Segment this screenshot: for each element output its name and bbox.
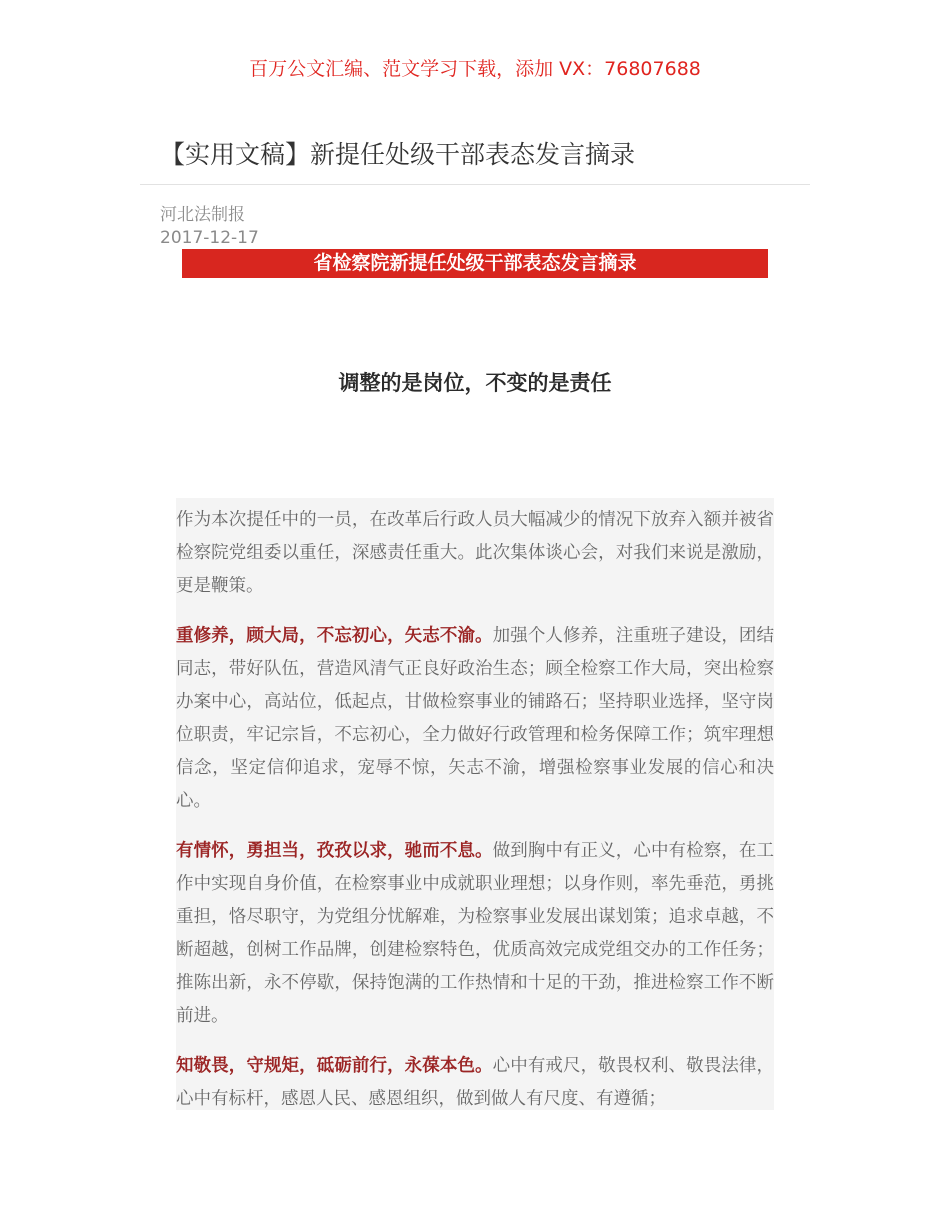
paragraph-text: 作为本次提任中的一员，在改革后行政人员大幅减少的情况下放弃入额并被省检察院党组委以重任，深感责任重大。此次集体谈心会，对我们来说是激励，更是鞭策。 (176, 510, 774, 596)
article-body (176, 498, 774, 1110)
body-paragraph-cultivation (176, 620, 774, 818)
body-paragraph-responsibility (176, 835, 774, 1033)
page-title: 【实用文稿】新提任处级干部表态发言摘录 (160, 140, 636, 169)
title-divider (140, 184, 810, 185)
paragraph-lead: 知敬畏，守规矩，砥砺前行，永葆本色。 (176, 1056, 493, 1076)
article-date: 2017-12-17 (160, 228, 259, 248)
paragraph-lead: 重修养，顾大局，不忘初心，矢志不渝。 (176, 626, 493, 646)
paragraph-text: 加强个人修养，注重班子建设，团结同志，带好队伍，营造风清气正良好政治生态；顾全检察工作大局，突出检察办案中心，高站位，低起点，甘做检察事业的铺路石；坚持职业选择，坚守岗位职责，牢记宗旨，不忘初心，全力做好行政管理和检务保障工作；筑牢理想信念，坚定信仰追求，宠辱不惊，矢志不渝，增强检察事业发展的信心和决心。 (176, 626, 774, 811)
body-paragraph-reverence (176, 1050, 774, 1110)
paragraph-text: 心中有戒尺，敬畏权利、敬畏法律，心中有标杆，感恩人民、感恩组织，做到做人有尺度、有遵循； (176, 1056, 774, 1109)
paragraph-lead: 有情怀，勇担当，孜孜以求，驰而不息。 (176, 841, 493, 861)
section-banner: 省检察院新提任处级干部表态发言摘录 (182, 249, 768, 278)
paragraph-text: 做到胸中有正义，心中有检察，在工作中实现自身价值，在检察事业中成就职业理想；以身作则，率先垂范，勇挑重担，恪尽职守，为党组分忧解难，为检察事业发展出谋划策；追求卓越，不断超越，创树工作品牌，创建检察特色，优质高效完成党组交办的工作任务；推陈出新，永不停歇，保持饱满的工作热情和十足的干劲，推进检察工作不断前进。 (176, 841, 774, 1026)
article-source: 河北法制报 (160, 205, 245, 225)
article-subtitle: 调整的是岗位，不变的是责任 (338, 371, 612, 395)
promo-banner-text: 百万公文汇编、范文学习下载，添加 VX：76807688 (249, 58, 701, 80)
body-paragraph-intro (176, 504, 774, 603)
